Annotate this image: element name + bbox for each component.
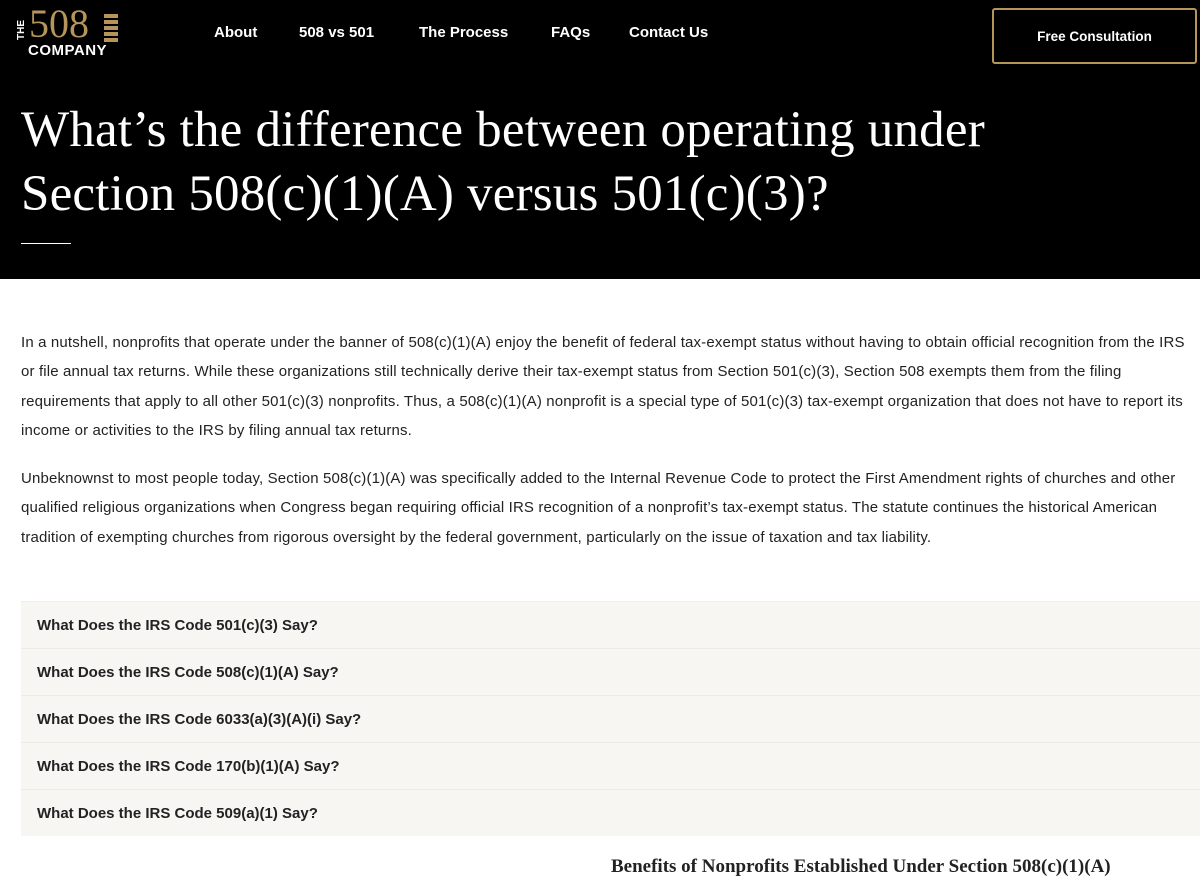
logo-bars-icon [104,14,118,42]
company-logo[interactable] [16,1,120,60]
accordion-item-label: What Does the IRS Code 508(c)(1)(A) Say? [37,663,339,681]
nav-item-faqs[interactable]: FAQs [551,24,591,41]
accordion-item-170b1a[interactable] [21,742,1200,789]
accordion-item-6033[interactable] [21,695,1200,742]
history-paragraph: Unbeknownst to most people today, Section 508(c)(1)(A) was specifically added to the Internal Revenue Code to protect the First Amendment rights of churches and other qualified religious organizations when Congress began requiring official IRS recognition of a nonprofit’s tax-exempt status. The statute continues the historical American tradition of exempting churches from rigorous oversight by the federal government, particularly on the issue of taxation and tax liability. [21,470,1176,546]
accordion-item-label: What Does the IRS Code 509(a)(1) Say? [37,804,318,822]
free-consultation-button[interactable]: Free Consultation [992,8,1197,64]
accordion-item-label: What Does the IRS Code 170(b)(1)(A) Say? [37,757,340,775]
site-header [0,0,1200,279]
accordion-item-501c3[interactable] [21,601,1200,648]
nav-item-about[interactable]: About [214,24,258,41]
faq-accordion [21,601,1200,836]
accordion-item-label: What Does the IRS Code 6033(a)(3)(A)(i) Say? [37,710,362,728]
nav-item-contact-us[interactable]: Contact Us [629,24,709,41]
logo-company-text: COMPANY [28,42,108,59]
benefits-heading: Benefits of Nonprofits Established Under Section 508(c)(1)(A) [611,856,1111,877]
accordion-item-508c1a[interactable] [21,648,1200,695]
accordion-item-label: What Does the IRS Code 501(c)(3) Say? [37,616,318,634]
logo-the-text: THE [16,20,27,40]
page-title-line1: What’s the difference between operating under [21,102,985,158]
logo-number: 508 [29,1,89,46]
nav-item-the-process[interactable]: The Process [419,24,509,41]
title-divider [21,243,71,244]
page-title-line2: Section 508(c)(1)(A) versus 501(c)(3)? [21,166,829,222]
page-title [21,98,1181,226]
nav-item-508-vs-501[interactable]: 508 vs 501 [299,24,375,41]
intro-paragraph: In a nutshell, nonprofits that operate under the banner of 508(c)(1)(A) enjoy the benefit of federal tax-exempt status without having to obtain official recognition from the IRS or file annual tax returns. While these organizations still technically derive their tax-exempt status from Section 501(c)(3), Section 508 exempts them from the filing requirements that apply to all other 501(c)(3) nonprofits. Thus, a 508(c)(1)(A) nonprofit is a special type of 501(c)(3) tax-exempt organization that does not have to report its income or activities to the IRS by filing annual tax returns. [21,334,1185,439]
accordion-item-509a1[interactable] [21,789,1200,836]
